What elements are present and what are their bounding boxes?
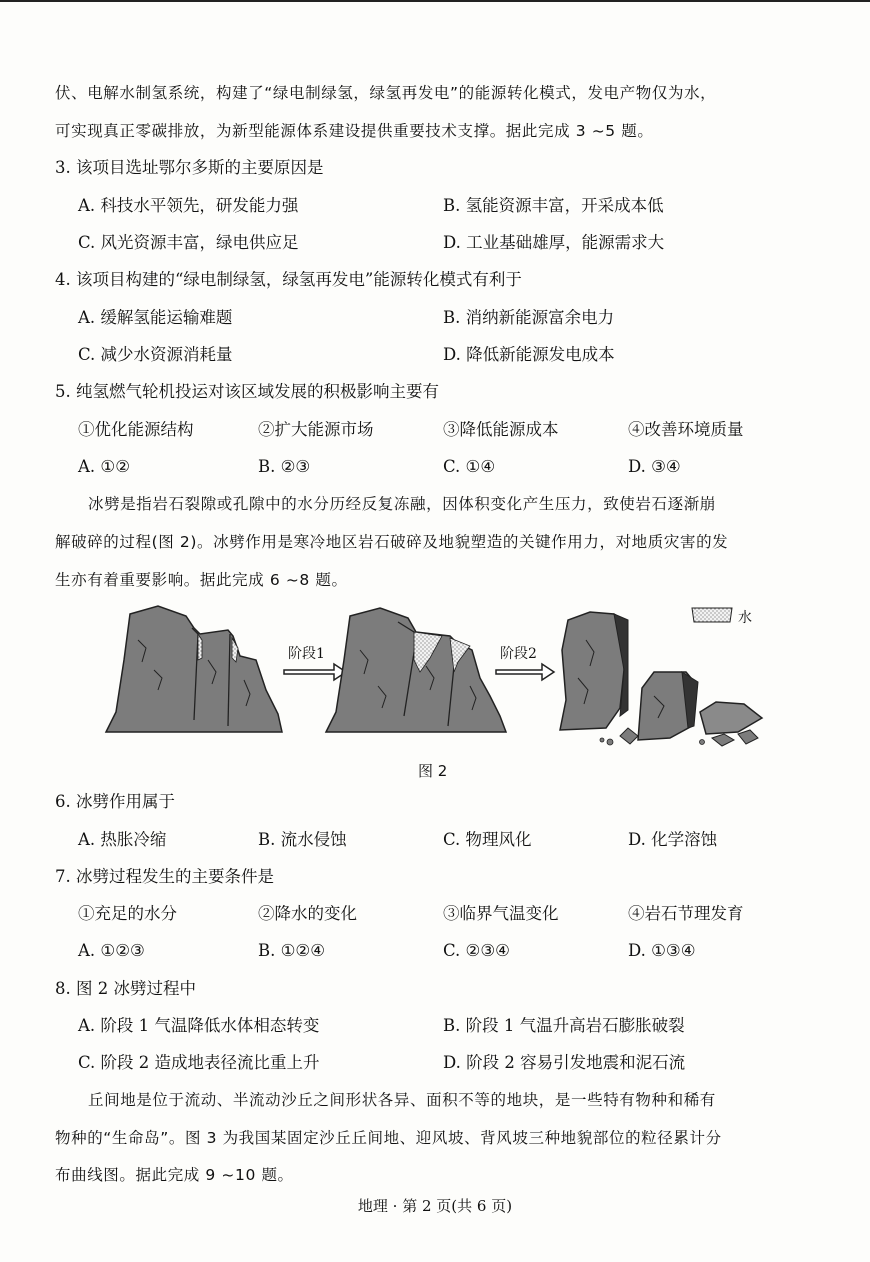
q4-option-d[interactable]: D. 降低新能源发电成本 — [443, 345, 615, 364]
question-5-stem: 5. 纯氢燃气轮机投运对该区域发展的积极影响主要有 — [55, 382, 439, 401]
question-6-stem: 6. 冰劈作用属于 — [55, 792, 175, 811]
page-footer: 地理 · 第 2 页(共 6 页) — [357, 1197, 513, 1215]
q5-item-3: ③降低能源成本 — [443, 420, 559, 439]
rock-stage-2 — [560, 612, 762, 746]
q6-option-c[interactable]: C. 物理风化 — [443, 830, 532, 849]
q7-option-b[interactable]: B. ①②④ — [258, 941, 325, 960]
intro-line-2: 可实现真正零碳排放，为新型能源体系建设提供重要技术支撑。据此完成 3 ~5 题。 — [55, 122, 654, 140]
q7-option-c[interactable]: C. ②③④ — [443, 941, 510, 960]
q5-option-d[interactable]: D. ③④ — [628, 457, 681, 476]
q8-option-b[interactable]: B. 阶段 1 气温升高岩石膨胀破裂 — [443, 1016, 685, 1035]
q4-option-a[interactable]: A. 缓解氢能运输难题 — [78, 308, 233, 327]
q7-option-d[interactable]: D. ①③④ — [628, 941, 696, 960]
q6-option-d[interactable]: D. 化学溶蚀 — [628, 830, 718, 849]
q7-item-3: ③临界气温变化 — [443, 904, 559, 923]
question-7-stem: 7. 冰劈过程发生的主要条件是 — [55, 867, 274, 886]
question-8-stem: 8. 图 2 冰劈过程中 — [55, 979, 196, 998]
q7-item-1: ①充足的水分 — [78, 904, 177, 923]
q4-option-c[interactable]: C. 减少水资源消耗量 — [78, 345, 233, 364]
q3-option-a[interactable]: A. 科技水平领先，研发能力强 — [78, 196, 299, 215]
q8-option-c[interactable]: C. 阶段 2 造成地表径流比重上升 — [78, 1053, 320, 1072]
frost-wedging-diagram — [98, 600, 778, 752]
q4-option-b[interactable]: B. 消纳新能源富余电力 — [443, 308, 615, 327]
water-legend — [692, 608, 752, 626]
q7-option-a[interactable]: A. ①②③ — [78, 941, 145, 960]
figure-2-frost-wedging — [98, 600, 778, 752]
arrow-stage-1 — [284, 646, 346, 680]
q6-option-a[interactable]: A. 热胀冷缩 — [78, 830, 167, 849]
rock-stage-1 — [326, 608, 506, 732]
q7-item-4: ④岩石节理发育 — [628, 904, 744, 923]
question-3-stem: 3. 该项目选址鄂尔多斯的主要原因是 — [55, 158, 324, 177]
q5-option-c[interactable]: C. ①④ — [443, 457, 496, 476]
passage2-line-1: 冰劈是指岩石裂隙或孔隙中的水分历经反复冻融，因体积变化产生压力，致使岩石逐渐崩 — [88, 495, 716, 513]
q8-option-d[interactable]: D. 阶段 2 容易引发地震和泥石流 — [443, 1053, 686, 1072]
q3-option-d[interactable]: D. 工业基础雄厚，能源需求大 — [443, 233, 665, 252]
water-legend-label: 水 — [738, 610, 752, 626]
q5-option-b[interactable]: B. ②③ — [258, 457, 311, 476]
q3-option-b[interactable]: B. 氢能资源丰富，开采成本低 — [443, 196, 664, 215]
stage-2-label: 阶段2 — [500, 646, 537, 662]
passage2-line-3: 生亦有着重要影响。据此完成 6 ~8 题。 — [55, 571, 348, 589]
q5-item-2: ②扩大能源市场 — [258, 420, 374, 439]
rock-initial — [106, 606, 282, 732]
passage3-line-2: 物种的“生命岛”。图 3 为我国某固定沙丘丘间地、迎风坡、背风坡三种地貌部位的粒径累计分 — [55, 1129, 722, 1147]
question-4-stem: 4. 该项目构建的“绿电制绿氢，绿氢再发电”能源转化模式有利于 — [55, 270, 522, 289]
q5-option-a[interactable]: A. ①② — [78, 457, 130, 476]
intro-line-1: 伏、电解水制氢系统，构建了“绿电制绿氢，绿氢再发电”的能源转化模式，发电产物仅为水， — [55, 84, 717, 102]
q5-item-4: ④改善环境质量 — [628, 420, 744, 439]
q5-item-1: ①优化能源结构 — [78, 420, 194, 439]
q6-option-b[interactable]: B. 流水侵蚀 — [258, 830, 347, 849]
q3-option-c[interactable]: C. 风光资源丰富，绿电供应足 — [78, 233, 299, 252]
passage3-line-3: 布曲线图。据此完成 9 ~10 题。 — [55, 1166, 294, 1184]
q7-item-2: ②降水的变化 — [258, 904, 357, 923]
passage2-line-2: 解破碎的过程(图 2)。冰劈作用是寒冷地区岩石破碎及地貌塑造的关键作用力，对地质灾害的发 — [55, 533, 729, 551]
stage-1-label: 阶段1 — [288, 646, 325, 662]
q8-option-a[interactable]: A. 阶段 1 气温降低水体相态转变 — [78, 1016, 320, 1035]
figure-2-caption: 图 2 — [418, 762, 448, 780]
passage3-line-1: 丘间地是位于流动、半流动沙丘之间形状各异、面积不等的地块，是一些特有物种和稀有 — [88, 1091, 716, 1109]
top-border — [0, 0, 870, 2]
arrow-stage-2 — [496, 646, 554, 680]
